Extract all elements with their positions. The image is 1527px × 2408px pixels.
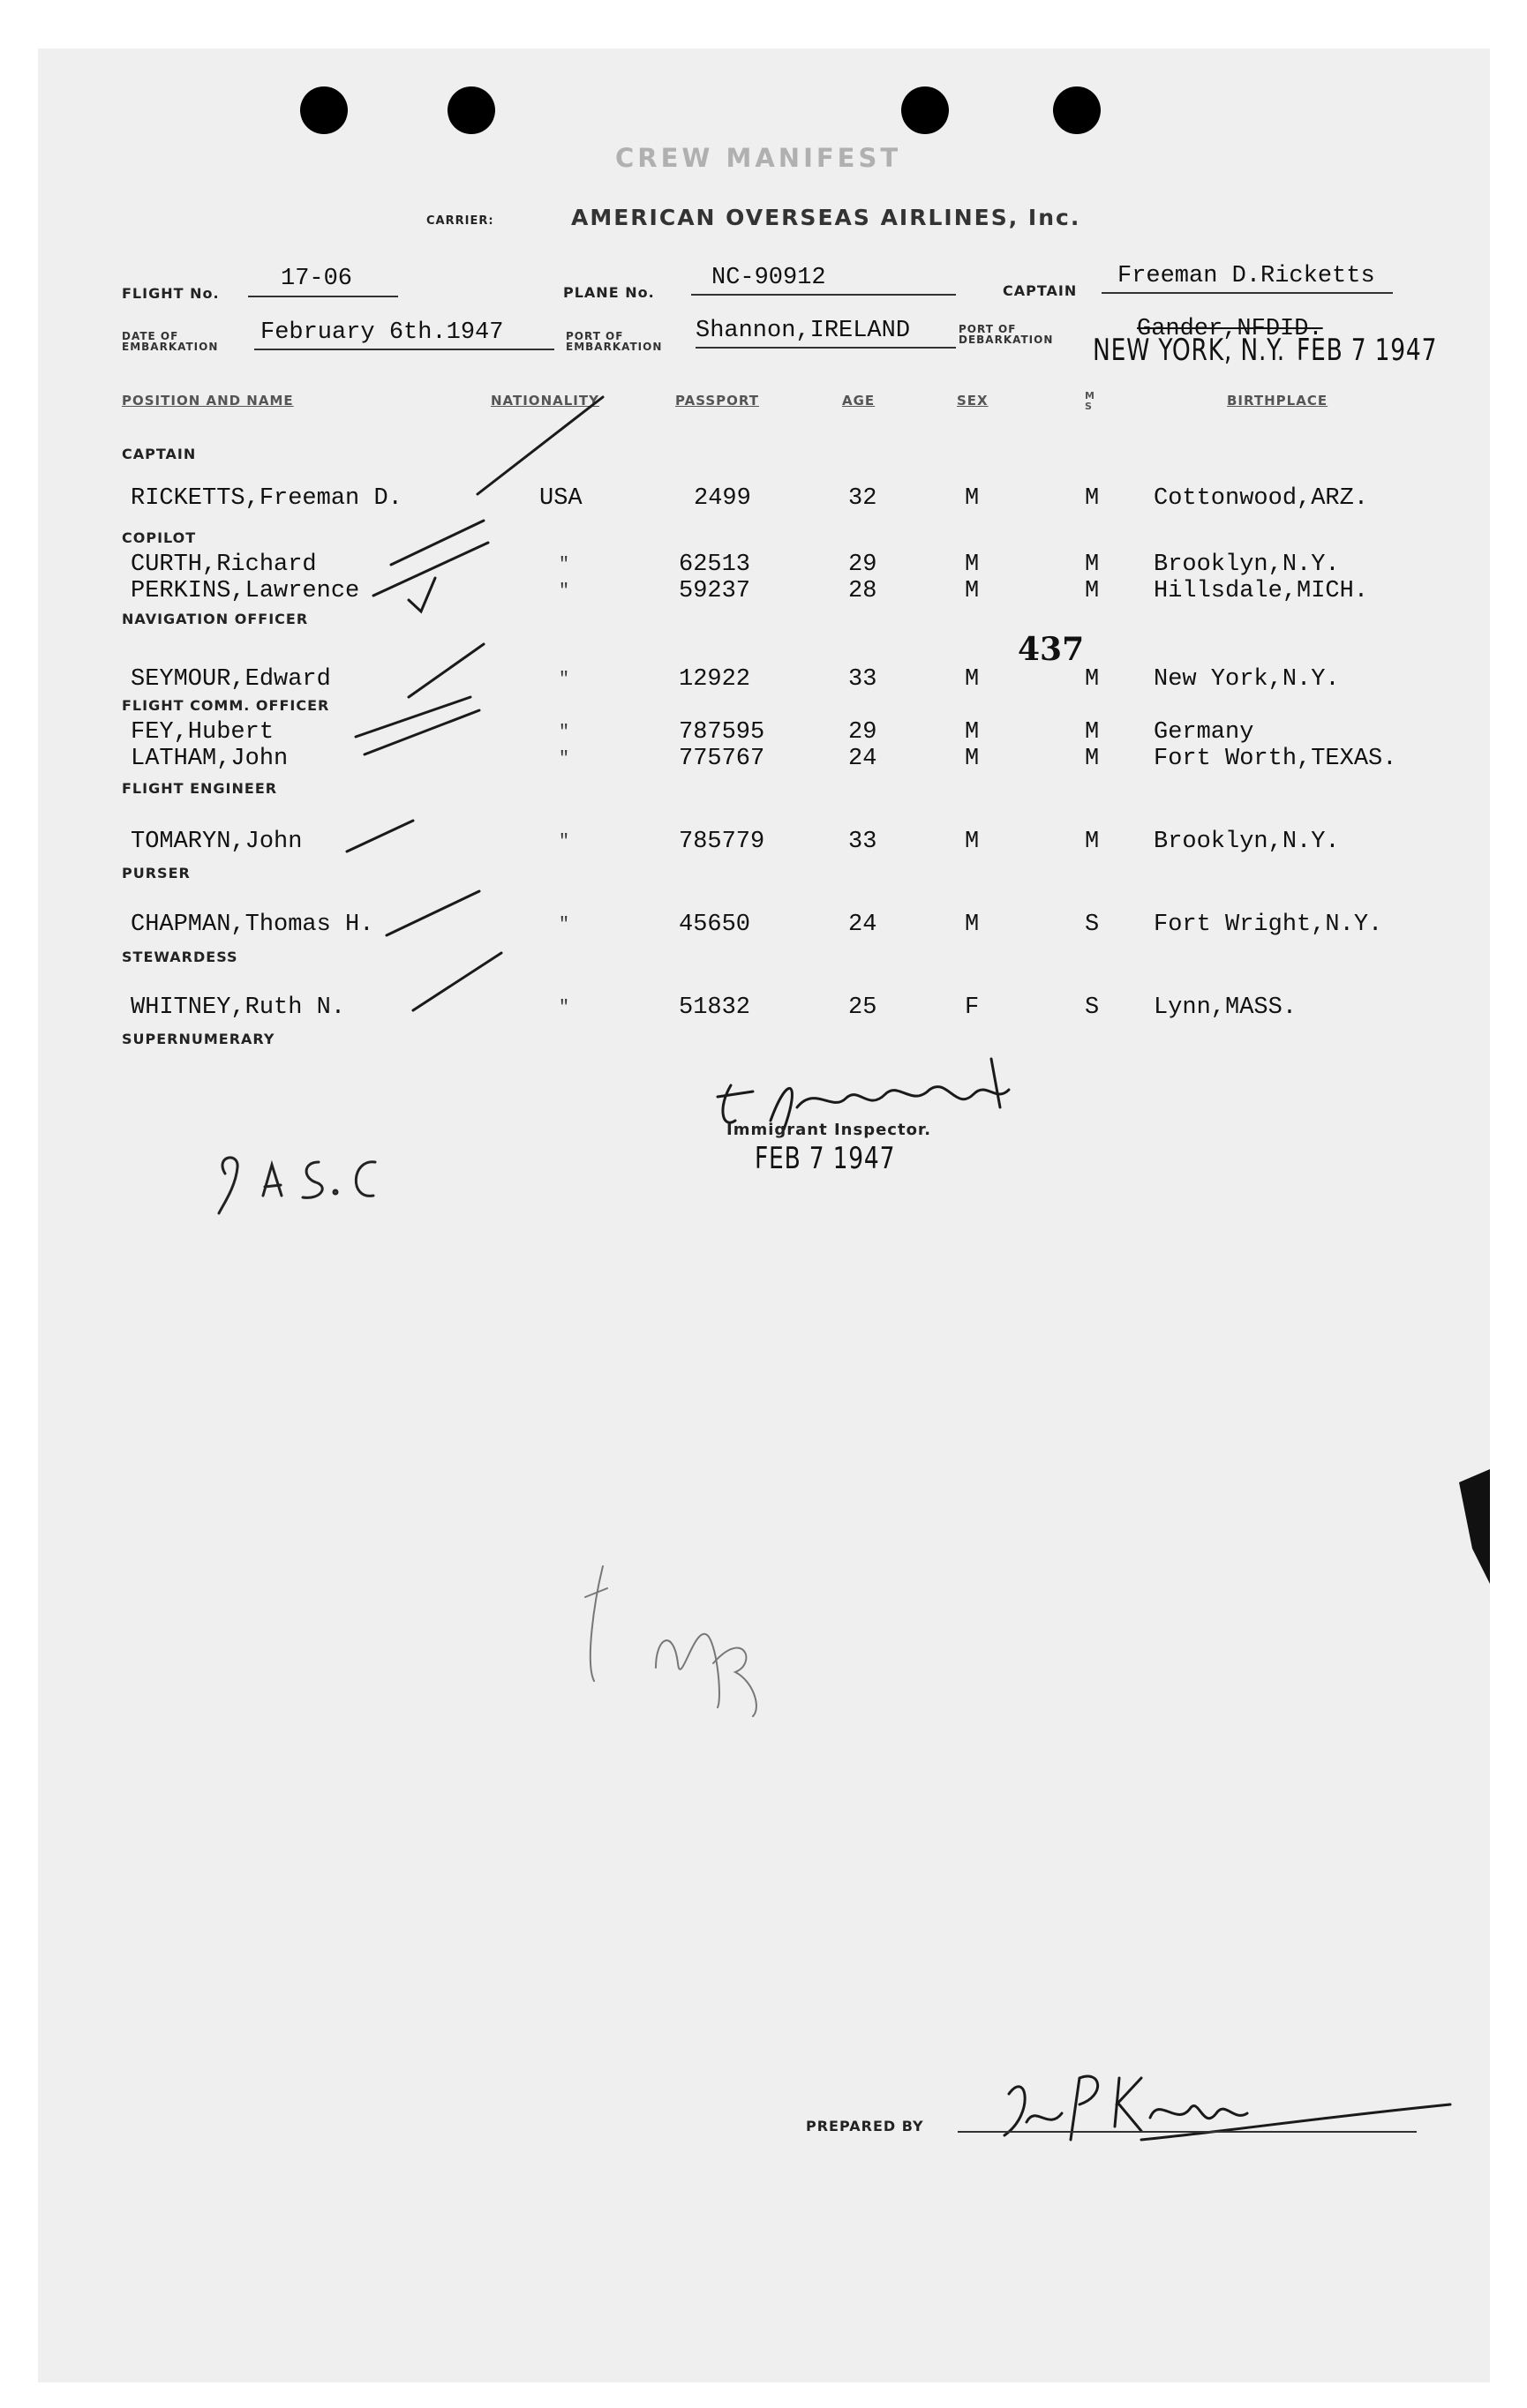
crew-marital: S [1085, 911, 1100, 938]
date-label: DATE OF EMBARKATION [122, 330, 219, 353]
crew-sex: M [965, 829, 980, 855]
plane-label: PLANE No. [563, 284, 655, 301]
crew-nationality: " [559, 749, 570, 769]
flight-number: 17-06 [281, 266, 353, 292]
crew-marital: M [1085, 746, 1100, 772]
crew-nationality: " [559, 670, 570, 690]
role-supernumerary: SUPERNUMERARY [122, 1031, 275, 1047]
pencil-scribble [585, 1566, 756, 1716]
crew-age: 24 [848, 911, 877, 938]
manifest-title: CREW MANIFEST [615, 143, 902, 173]
crew-sex: M [965, 666, 980, 693]
check-mark [409, 644, 484, 697]
inspector-label: Immigrant Inspector. [726, 1121, 932, 1139]
crew-marital: M [1085, 551, 1100, 578]
col-nationality: NATIONALITY [491, 393, 599, 409]
crew-birthplace: Fort Worth,TEXAS. [1154, 746, 1397, 772]
role-engineer: FLIGHT ENGINEER [122, 780, 278, 797]
role-navigation: NAVIGATION OFFICER [122, 611, 309, 627]
edge-tab [1459, 1469, 1490, 1584]
crew-passport: 785779 [679, 829, 765, 855]
crew-nationality: " [559, 915, 570, 935]
crew-name: RICKETTS,Freeman D. [131, 485, 402, 512]
crew-sex: M [965, 746, 980, 772]
crew-age: 28 [848, 578, 877, 604]
col-position: POSITION AND NAME [122, 393, 294, 409]
crew-birthplace: Cottonwood,ARZ. [1154, 485, 1369, 512]
crew-name: FEY,Hubert [131, 719, 275, 746]
crew-birthplace: New York,N.Y. [1154, 666, 1340, 693]
col-marital-status: M S [1085, 390, 1095, 412]
embark-port: Shannon,IRELAND [696, 318, 911, 344]
crew-birthplace: Fort Wright,N.Y. [1154, 911, 1383, 938]
crew-age: 24 [848, 746, 877, 772]
crew-birthplace: Germany [1154, 719, 1254, 746]
embark-port-label: PORT OF EMBARKATION [566, 330, 663, 353]
carrier-name: AMERICAN OVERSEAS AIRLINES, Inc. [571, 205, 1081, 230]
crew-nationality: " [559, 581, 570, 602]
crew-age: 33 [848, 666, 877, 693]
crew-nationality: USA [539, 485, 583, 512]
crew-name: CURTH,Richard [131, 551, 317, 578]
check-mark [347, 821, 413, 851]
crew-passport: 2499 [694, 485, 751, 512]
plane-number: NC-90912 [711, 265, 826, 291]
crew-birthplace: Hillsdale,MICH. [1154, 578, 1369, 604]
arrival-stamp-date: FEB 7 1947 [1297, 333, 1438, 368]
crew-nationality: " [559, 723, 570, 743]
col-birthplace: BIRTHPLACE [1227, 393, 1328, 409]
crew-age: 25 [848, 994, 877, 1021]
check-mark [413, 953, 501, 1010]
carrier-label: CARRIER: [426, 214, 494, 228]
prepared-by-label: PREPARED BY [806, 2118, 924, 2134]
debark-port: Gander,NFDID. [1137, 316, 1323, 342]
captain-label: CAPTAIN [1003, 282, 1078, 299]
crew-passport: 59237 [679, 578, 751, 604]
crew-name: PERKINS,Lawrence [131, 578, 360, 604]
initials-scribble [219, 1158, 375, 1213]
captain-name: Freeman D.Ricketts [1117, 263, 1375, 289]
check-mark [478, 397, 603, 494]
crew-passport: 62513 [679, 551, 751, 578]
crew-age: 33 [848, 829, 877, 855]
crew-sex: M [965, 578, 980, 604]
check-mark [387, 891, 479, 935]
check-mark [365, 710, 479, 754]
crew-nationality: " [559, 832, 570, 852]
manifest-sheet [38, 49, 1490, 2382]
col-passport: PASSPORT [675, 393, 760, 409]
role-copilot: COPILOT [122, 529, 197, 546]
crew-age: 29 [848, 719, 877, 746]
crew-sex: F [965, 994, 980, 1021]
crew-passport: 787595 [679, 719, 765, 746]
crew-birthplace: Brooklyn,N.Y. [1154, 829, 1340, 855]
debark-port-label: PORT OF DEBARKATION [959, 323, 1054, 346]
crew-age: 29 [848, 551, 877, 578]
crew-name: WHITNEY,Ruth N. [131, 994, 346, 1021]
crew-name: SEYMOUR,Edward [131, 666, 331, 693]
crew-passport: 45650 [679, 911, 751, 938]
handwritten-marks [38, 49, 1490, 2382]
crew-marital: S [1085, 994, 1100, 1021]
crew-passport: 12922 [679, 666, 751, 693]
crew-marital: M [1085, 829, 1100, 855]
crew-name: TOMARYN,John [131, 829, 303, 855]
crew-birthplace: Lynn,MASS. [1154, 994, 1298, 1021]
crew-passport: 51832 [679, 994, 751, 1021]
arrival-stamp-city: NEW YORK, N.Y. [1093, 333, 1285, 368]
inspector-date: FEB 7 1947 [755, 1141, 896, 1176]
embarkation-date: February 6th.1947 [260, 319, 504, 346]
crew-sex: M [965, 551, 980, 578]
inspector-signature [718, 1059, 1009, 1129]
crew-passport: 775767 [679, 746, 765, 772]
crew-name: LATHAM,John [131, 746, 289, 772]
crew-marital: M [1085, 666, 1100, 693]
crew-age: 32 [848, 485, 877, 512]
crew-birthplace: Brooklyn,N.Y. [1154, 551, 1340, 578]
role-comm: FLIGHT COMM. OFFICER [122, 697, 330, 714]
check-mark [391, 521, 484, 565]
crew-sex: M [965, 485, 980, 512]
check-mark [409, 578, 435, 611]
crew-nationality: " [559, 998, 570, 1018]
crew-marital: M [1085, 719, 1100, 746]
role-captain: CAPTAIN [122, 446, 197, 462]
crew-sex: M [965, 911, 980, 938]
stamped-number: 437 [1018, 631, 1085, 668]
role-purser: PURSER [122, 865, 191, 881]
crew-marital: M [1085, 578, 1100, 604]
col-age: AGE [842, 393, 876, 409]
check-mark [356, 697, 470, 737]
crew-sex: M [965, 719, 980, 746]
role-stewardess: STEWARDESS [122, 949, 238, 965]
flight-label: FLIGHT No. [122, 285, 220, 302]
col-sex: SEX [957, 393, 989, 409]
crew-marital: M [1085, 485, 1100, 512]
crew-name: CHAPMAN,Thomas H. [131, 911, 374, 938]
crew-nationality: " [559, 555, 570, 575]
